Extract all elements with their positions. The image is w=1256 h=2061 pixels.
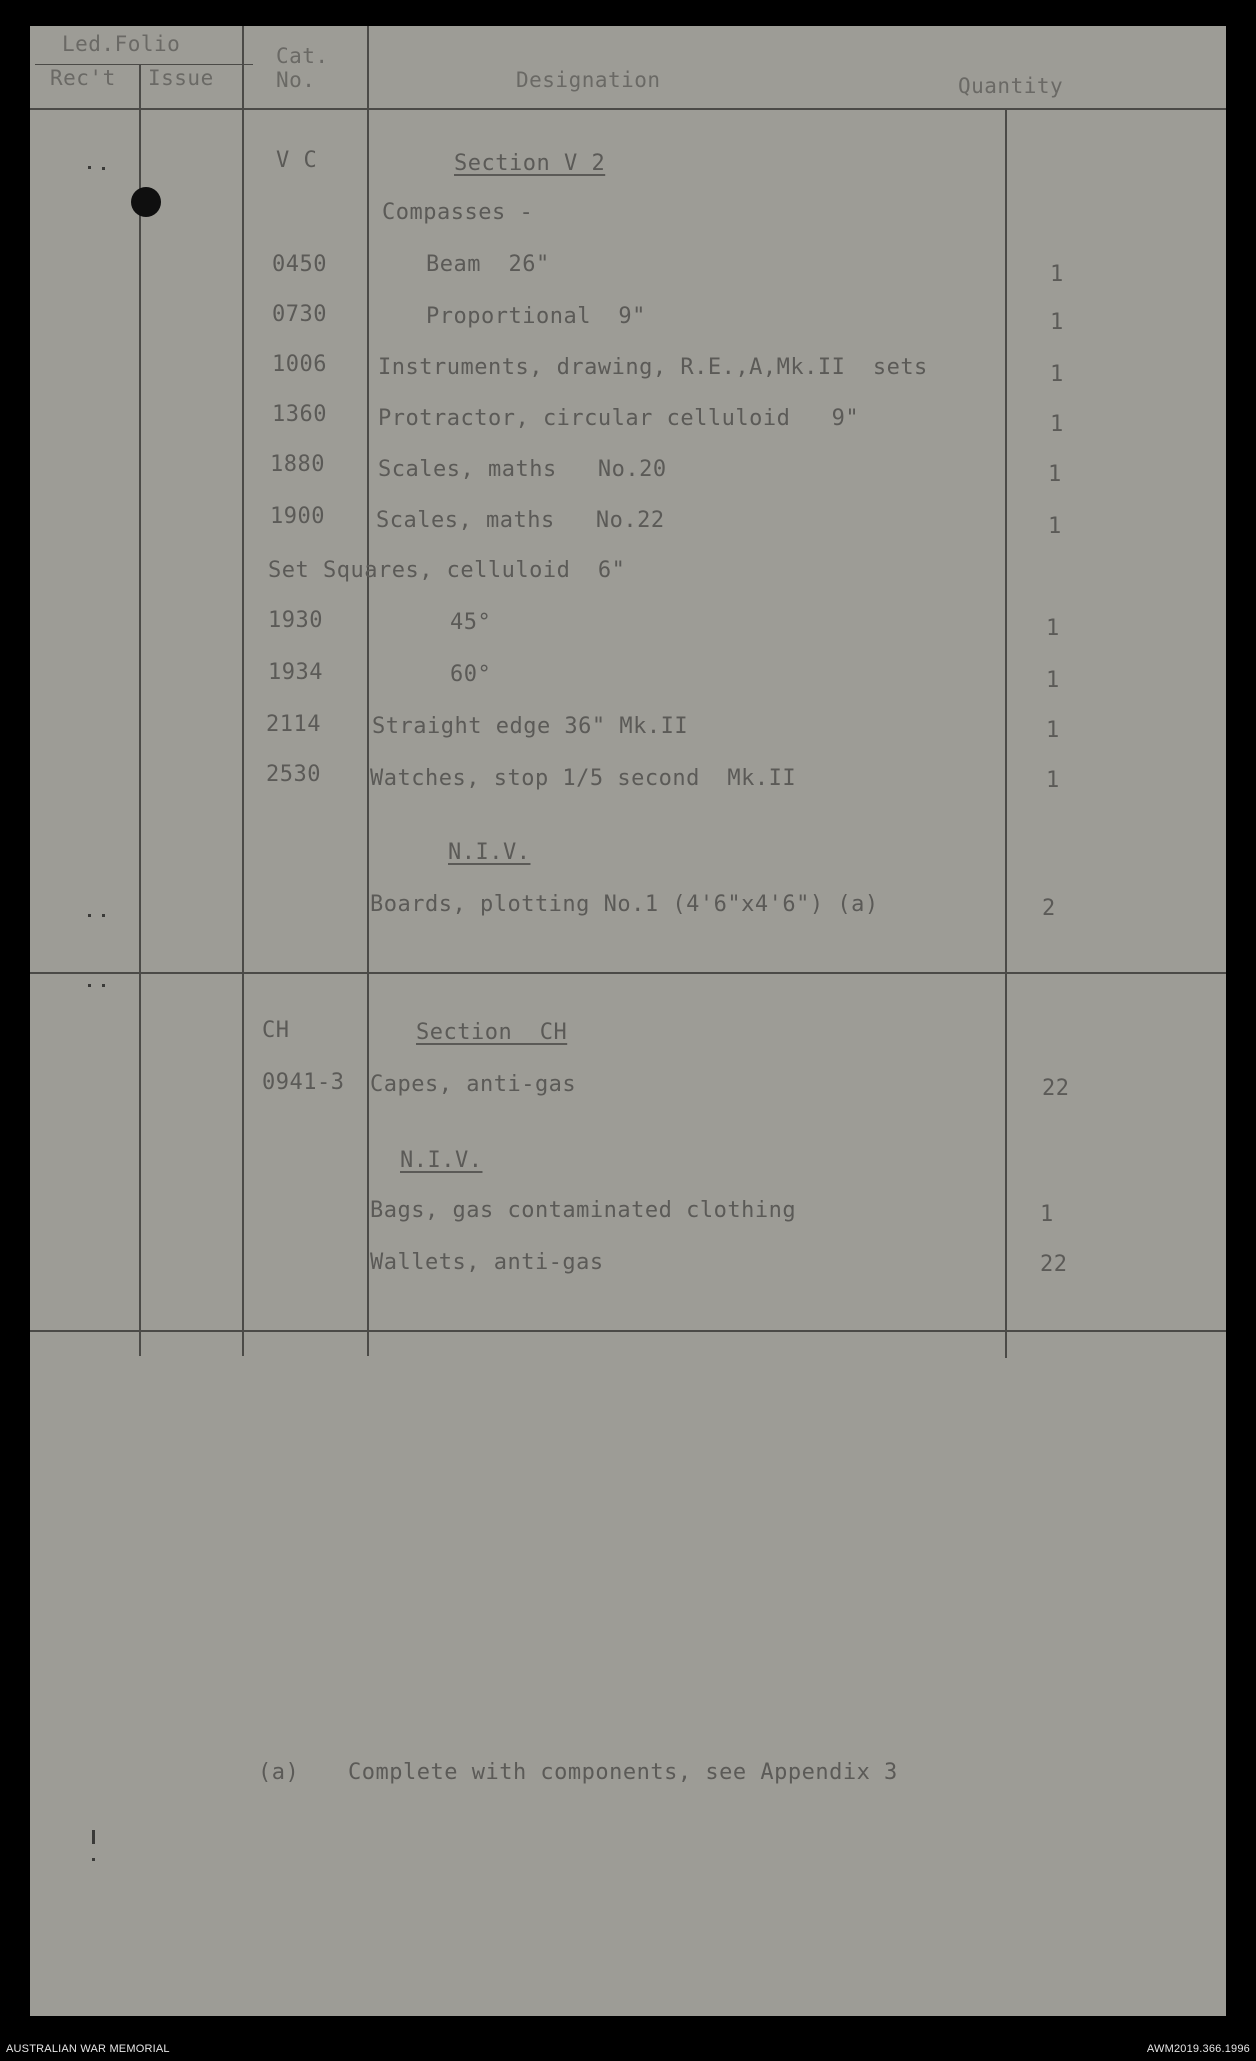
quantity: 1 — [1046, 616, 1060, 641]
group-compasses: Compasses - — [382, 200, 534, 225]
designation: Straight edge 36" Mk.II — [372, 714, 689, 739]
section-vc-title: Section V 2 — [454, 151, 606, 176]
designation: Proportional 9" — [426, 304, 646, 329]
speck — [88, 984, 91, 987]
header-led-folio: Led.Folio — [62, 32, 181, 56]
footnote-text: Complete with components, see Appendix 3 — [348, 1760, 898, 1785]
header-quantity: Quantity — [958, 74, 1064, 98]
punch-hole — [131, 187, 161, 217]
quantity: 1 — [1046, 668, 1060, 693]
folio-split-rule — [35, 64, 253, 65]
speck — [102, 914, 105, 917]
section-divider-rule — [30, 972, 1226, 974]
designation: Beam 26" — [426, 252, 550, 277]
section-ch-code: CH — [262, 1018, 290, 1043]
quantity: 1 — [1048, 514, 1062, 539]
designation: Watches, stop 1/5 second Mk.II — [370, 766, 797, 791]
column-rule-designation — [367, 26, 369, 1356]
designation: Instruments, drawing, R.E.,A,Mk.II sets — [378, 355, 928, 380]
cat-no: 1930 — [268, 608, 323, 633]
footnote-marker: (a) — [258, 1760, 300, 1785]
table-bottom-rule — [30, 1330, 1226, 1332]
header-cat-label: Cat. — [276, 44, 329, 68]
column-rule-issue — [139, 64, 141, 1356]
quantity: 1 — [1046, 718, 1060, 743]
group-set-squares: Set Squares, celluloid 6" — [268, 558, 626, 583]
archive-accession-number: AWM2019.366.1996 — [1146, 2043, 1250, 2055]
speck — [88, 166, 91, 169]
quantity: 22 — [1040, 1252, 1068, 1277]
designation: 45° — [450, 610, 492, 635]
designation: Protractor, circular celluloid 9" — [378, 406, 860, 431]
cat-no: 0941-3 — [262, 1070, 345, 1095]
cat-no: 1360 — [272, 402, 327, 427]
quantity: 1 — [1046, 768, 1060, 793]
designation: Capes, anti-gas — [370, 1072, 577, 1097]
quantity: 1 — [1040, 1202, 1054, 1227]
cat-no: 1934 — [268, 660, 323, 685]
speck — [88, 914, 91, 917]
section-ch-title: Section CH — [416, 1020, 568, 1045]
speck — [92, 1830, 95, 1844]
designation: Boards, plotting No.1 (4'6"x4'6") (a) — [370, 892, 879, 917]
archive-credit: AUSTRALIAN WAR MEMORIAL — [6, 2043, 170, 2055]
quantity: 1 — [1050, 310, 1064, 335]
niv-title-ch: N.I.V. — [400, 1148, 483, 1173]
document-page — [30, 26, 1226, 2016]
designation: Scales, maths No.22 — [376, 508, 665, 533]
header-rect: Rec't — [50, 66, 116, 90]
designation: Bags, gas contaminated clothing — [370, 1198, 797, 1223]
header-cat-no-label: No. — [276, 68, 316, 92]
cat-no: 0730 — [272, 302, 327, 327]
cat-no: 2114 — [266, 712, 321, 737]
quantity: 1 — [1050, 362, 1064, 387]
designation: Wallets, anti-gas — [370, 1250, 604, 1275]
quantity: 22 — [1042, 1076, 1070, 1101]
designation: Scales, maths No.20 — [378, 457, 667, 482]
header-designation: Designation — [516, 68, 661, 92]
cat-no: 0450 — [272, 252, 327, 277]
column-rule-quantity — [1005, 108, 1007, 1358]
speck — [102, 167, 105, 170]
niv-title-vc: N.I.V. — [448, 840, 531, 865]
speck — [102, 984, 105, 987]
quantity: 1 — [1050, 262, 1064, 287]
quantity: 1 — [1048, 462, 1062, 487]
column-rule-cat — [242, 26, 244, 1356]
quantity: 1 — [1050, 412, 1064, 437]
speck — [92, 1858, 95, 1861]
cat-no: 2530 — [266, 762, 321, 787]
cat-no: 1006 — [272, 352, 327, 377]
cat-no: 1900 — [270, 504, 325, 529]
designation: 60° — [450, 662, 492, 687]
section-vc-code: V C — [276, 148, 318, 173]
header-rule — [30, 108, 1226, 110]
header-issue: Issue — [148, 66, 214, 90]
quantity: 2 — [1042, 896, 1056, 921]
cat-no: 1880 — [270, 452, 325, 477]
